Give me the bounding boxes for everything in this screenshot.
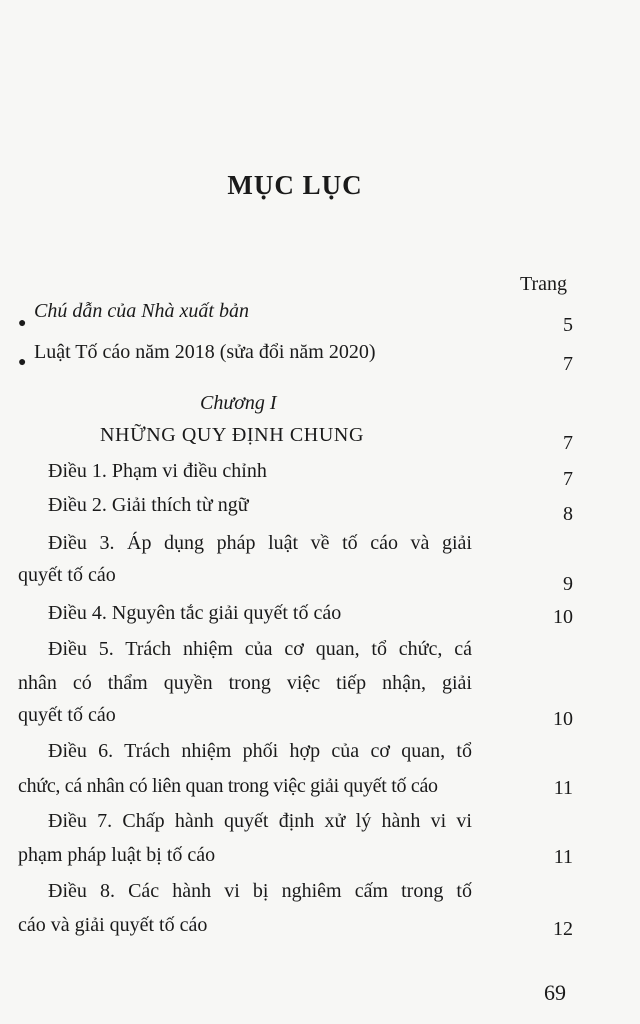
toc-entry-article-7-line-1: Điều 7. Chấp hành quyết định xử lý hành vi vi [48, 810, 472, 832]
toc-entry-article-3-line-2: quyết tố cáo [18, 564, 116, 586]
toc-entry-article-5-line-2: nhân có thẩm quyền trong việc tiếp nhận, giải [18, 672, 472, 694]
toc-entry-law: Luật Tố cáo năm 2018 (sửa đổi năm 2020) [34, 341, 376, 363]
bullet-icon: ● [18, 316, 27, 331]
toc-page-number: 11 [553, 777, 573, 799]
toc-entry-article-3-line-1: Điều 3. Áp dụng pháp luật về tố cáo và giải [48, 532, 472, 554]
chapter-title: NHỮNG QUY ĐỊNH CHUNG [100, 424, 364, 446]
page-title: MỤC LỤC [227, 170, 363, 200]
toc-entry-article-8-line-2: cáo và giải quyết tố cáo [18, 914, 208, 936]
bullet-icon: ● [18, 355, 27, 370]
toc-page-number: 8 [563, 503, 573, 525]
page-number: 69 [544, 980, 566, 1005]
toc-entry-article-5-line-3: quyết tố cáo [18, 704, 116, 726]
toc-page-number: 5 [563, 314, 573, 336]
toc-page-number: 12 [553, 918, 573, 940]
toc-entry-article-5-line-1: Điều 5. Trách nhiệm của cơ quan, tổ chức, cá [48, 638, 472, 660]
toc-page-number: 7 [563, 353, 573, 375]
toc-page-number: 11 [553, 846, 573, 868]
toc-entry-article-1: Điều 1. Phạm vi điều chỉnh [48, 460, 267, 482]
toc-entry-article-2: Điều 2. Giải thích từ ngữ [48, 494, 249, 516]
toc-page-number: 10 [553, 708, 573, 730]
toc-entry-publisher-note: Chú dẫn của Nhà xuất bản [34, 300, 249, 322]
toc-page-number: 10 [553, 606, 573, 628]
toc-page-number: 7 [563, 468, 573, 490]
toc-entry-article-6-line-2: chức, cá nhân có liên quan trong việc giải quyết tố cáo [18, 775, 438, 797]
toc-entry-article-4: Điều 4. Nguyên tắc giải quyết tố cáo [48, 602, 342, 624]
toc-entry-article-6-line-1: Điều 6. Trách nhiệm phối hợp của cơ quan, tổ [48, 740, 472, 762]
toc-page-number: 7 [563, 432, 573, 454]
toc-entry-article-8-line-1: Điều 8. Các hành vi bị nghiêm cấm trong tố [48, 880, 472, 902]
chapter-label: Chương I [200, 392, 277, 414]
page-column-header: Trang [520, 273, 568, 295]
toc-entry-article-7-line-2: phạm pháp luật bị tố cáo [18, 844, 216, 866]
toc-page-number: 9 [563, 573, 573, 595]
